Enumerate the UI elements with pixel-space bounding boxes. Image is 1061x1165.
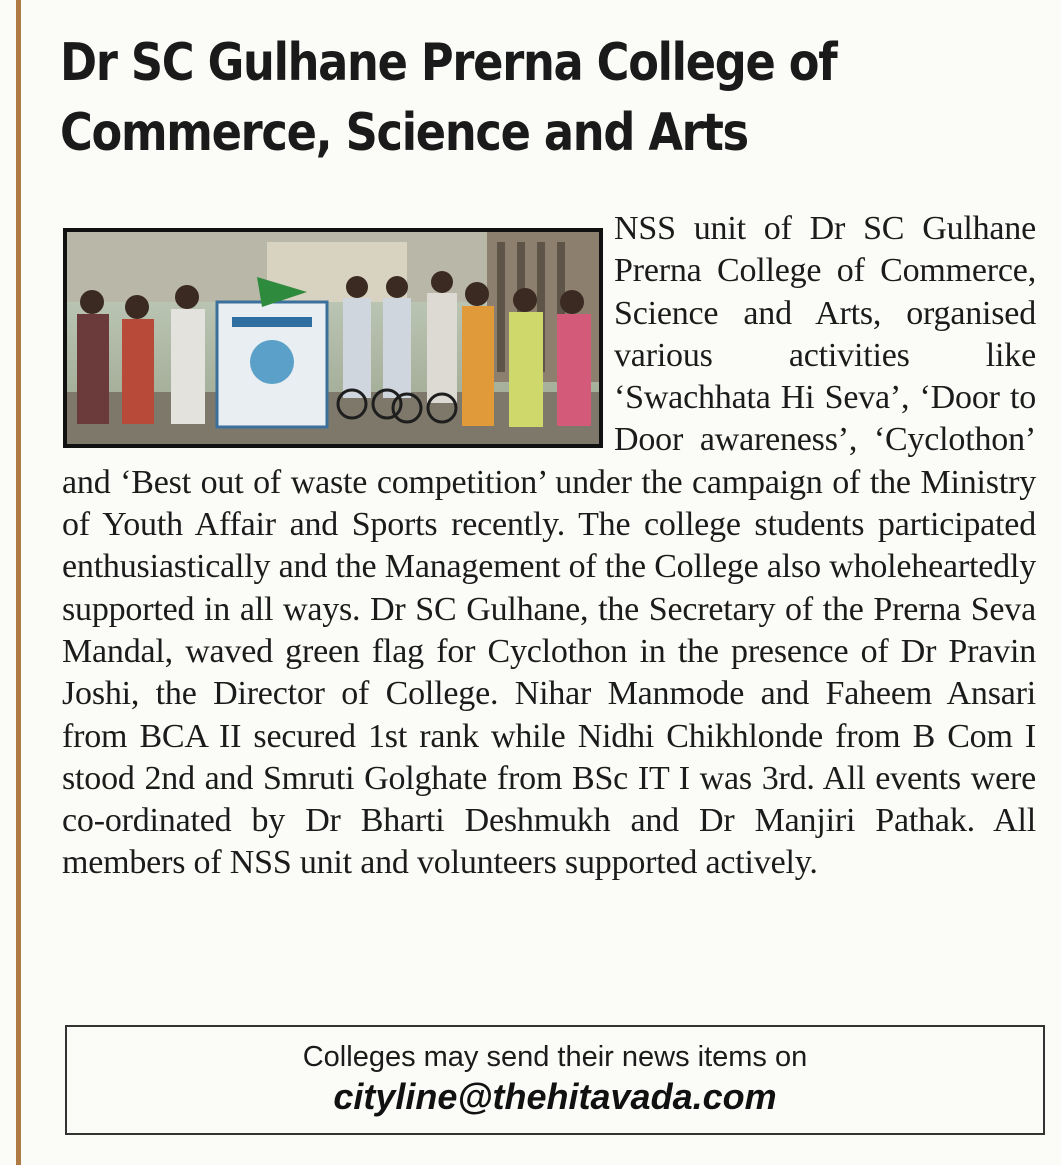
article-headline: Dr SC Gulhane Prerna College of Commerce, Science and Arts	[60, 33, 837, 163]
submission-email-link[interactable]: cityline@thehitavada.com	[333, 1076, 777, 1117]
submission-notice-text: Colleges may send their news items on	[302, 1041, 808, 1073]
submission-notice-box	[65, 1025, 1045, 1135]
photo-wrap-space	[62, 208, 614, 460]
article-body	[62, 208, 1036, 885]
article-body-text: NSS unit of Dr SC Gulhane Prerna College of Commerce, Science and Arts, organised various activities like ‘Swachhata Hi Seva’, ‘Door to Door awareness’, ‘Cyclothon’ and ‘Best out of waste competition’ under the campaign of the Ministry of Youth Affair and Sports recently. The college students participated enthusiastically and the Management of the College also wholeheartedly supported in all ways. Dr SC Gulhane, the Secretary of the Prerna Seva Mandal, waved green flag for Cyclothon in the presence of Dr Pravin Joshi, the Director of College. Nihar Manmode and Faheem Ansari from BCA II secured 1st rank while Nidhi Chikhlonde from B Com I stood 2nd and Smruti Golghate from BSc IT I was 3rd. All events were co-ordinated by Dr Bharti Deshmukh and Dr Manjiri Pathak. All members of NSS unit and volunteers supported actively.	[62, 210, 1036, 882]
column-divider-rule	[16, 0, 21, 1165]
